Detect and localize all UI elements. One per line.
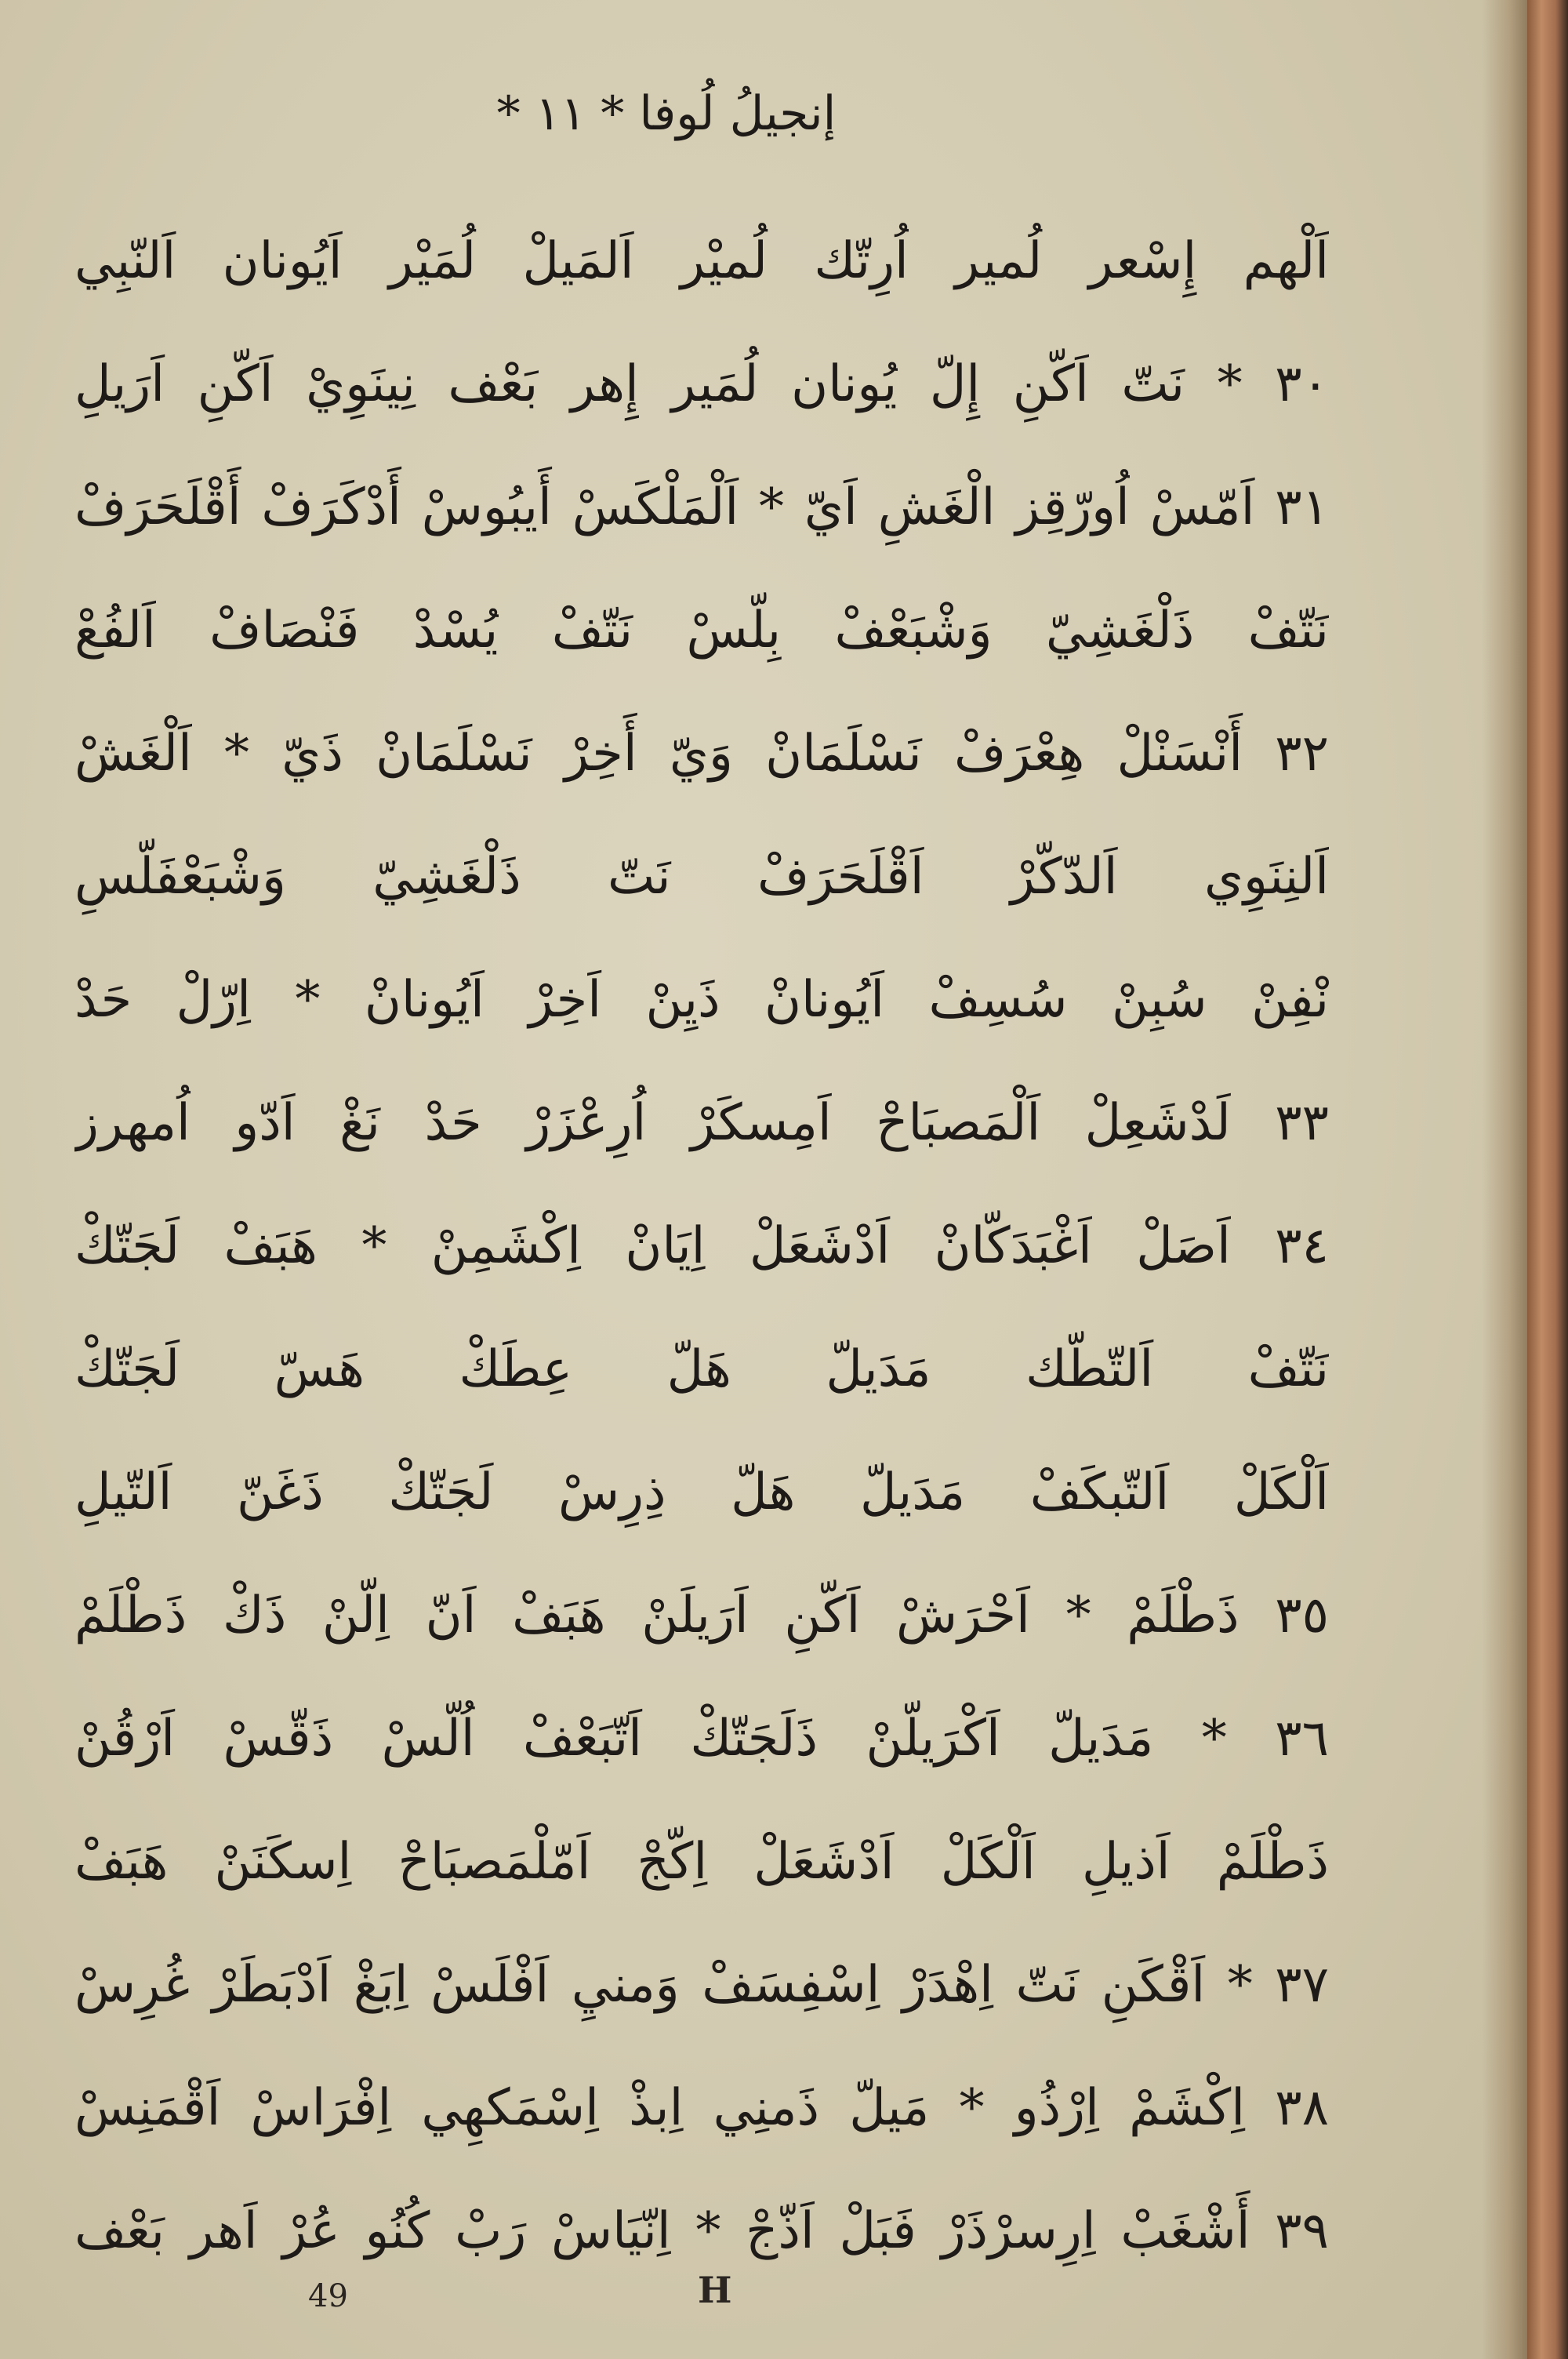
text-line: اَلْكَلْ اَلتّبكَفْ مَدَيلّ هَلّ ذِرِسْ لَجَتّكْ ذَغَنّ اَلتّيلِ xyxy=(74,1463,1329,1521)
text-line: ذَطْلَمْ اَذيلِ اَلْكَلْ اَدْشَعَلْ اِكّجْ اَمّلْمَصبَاحْ اِسكَنَنْ هَبَفْ xyxy=(74,1833,1329,1891)
book-edge xyxy=(1527,0,1568,2359)
text-line: ٣٤ اَصَلْ اَغْبَدَكّانْ اَدْشَعَلْ اِيَانْ اِكْشَمِنْ * هَبَفْ لَجَتّكْ xyxy=(74,1217,1329,1275)
text-line: ٣٩ أَشْغَبْ اِرِسرْذَرْ فَبَلْ اَذّجْ * اِنّيَاسْ رَبْ كُنُو عُرْ اَهر بَعْف xyxy=(74,2202,1329,2260)
text-line: ٣٧ * اَقْكَنِ نَتّ اِهْدَرْ اِسْفِسَفْ وَمنيِ اَفْلَسْ اِبَغْ اَدْبَطَرْ غُرِسْ xyxy=(74,1956,1329,2014)
text-line: ٣٢ أَنْسَنْلْ هِعْرَفْ نَسْلَمَانْ وَيّ أَخِرْ نَسْلَمَانْ ذَيّ * اَلْغَشْ xyxy=(74,725,1329,783)
page-gutter-shadow xyxy=(1482,0,1527,2359)
text-line: ٣٨ اِكْشَمْ اِرْذُو * مَيلّ ذَمنِي اِبذْ اِسْمَكهِي اِفْرَاسْ اَقْمَنِسْ xyxy=(74,2079,1329,2137)
text-line: ٣٠ * نَتّ اَكّنِ إِلّ يُونان لُمَير إِهر بَعْف نِينَوِيْ اَكّنِ اَرَيلِ xyxy=(74,355,1329,413)
text-line: نَتّفْ ذَلْغَشِيّ وَشْبَعْفْ بِلّسْ نَتّفْ يُسْدْ فَنْصَافْ اَلفُعْ xyxy=(74,602,1329,660)
text-body xyxy=(74,200,1329,2293)
page-header: إنجيلُ لُوفا * ١١ * xyxy=(496,86,837,141)
text-line: اَلنِنَوِي اَلدّكّرْ اَقْلَحَرَفْ نَتّ ذَلْغَشِيّ وَشْبَعْفَلّسِ xyxy=(74,848,1329,906)
text-line: ٣٥ ذَطْلَمْ * اَحْرَشْ اَكّنِ اَرَيلَنْ هَبَفْ اَنّ اِلّنْ ذَكْ ذَطْلَمْ xyxy=(74,1587,1329,1645)
printer-signature-mark: H xyxy=(698,2269,732,2311)
text-line: ٣٦ * مَدَيلّ اَكْرَيلّنْ ذَلَجَتّكْ اَتّبَعْفْ اُلّسْ ذَقّسْ اَرْقُنْ xyxy=(74,1710,1329,1768)
text-line: ٣١ اَمّسْ اُورّقِز الْغَشِ اَيّ * اَلْمَلْكَسْ أَيبُوسْ أَدْكَرَفْ أَقْلَحَرَفْ xyxy=(74,478,1329,536)
page-number: 49 xyxy=(308,2278,348,2314)
text-line: نَتّفْ اَلتّطّك مَدَيلّ هَلّ عِطَكْ هَسّ لَجَتّكْ xyxy=(74,1340,1329,1398)
text-line: نْفِنْ سُبِنْ سُسِفْ اَيُونانْ ذَيِنْ اَخِرْ اَيُونانْ * اِرّلْ حَدْ xyxy=(74,971,1329,1029)
text-line: اَلْهم إِسْعر لُمير اُرِتّك لُميْر اَلمَيلْ لُمَيْر اَيُونان اَلنّبِي xyxy=(74,232,1329,290)
text-line: ٣٣ لَدْشَعِلْ اَلْمَصبَاحْ اَمِسكَرْ اُرِعْزَرْ حَدْ نَغْ اَدّو اُمهرز xyxy=(74,1094,1329,1152)
